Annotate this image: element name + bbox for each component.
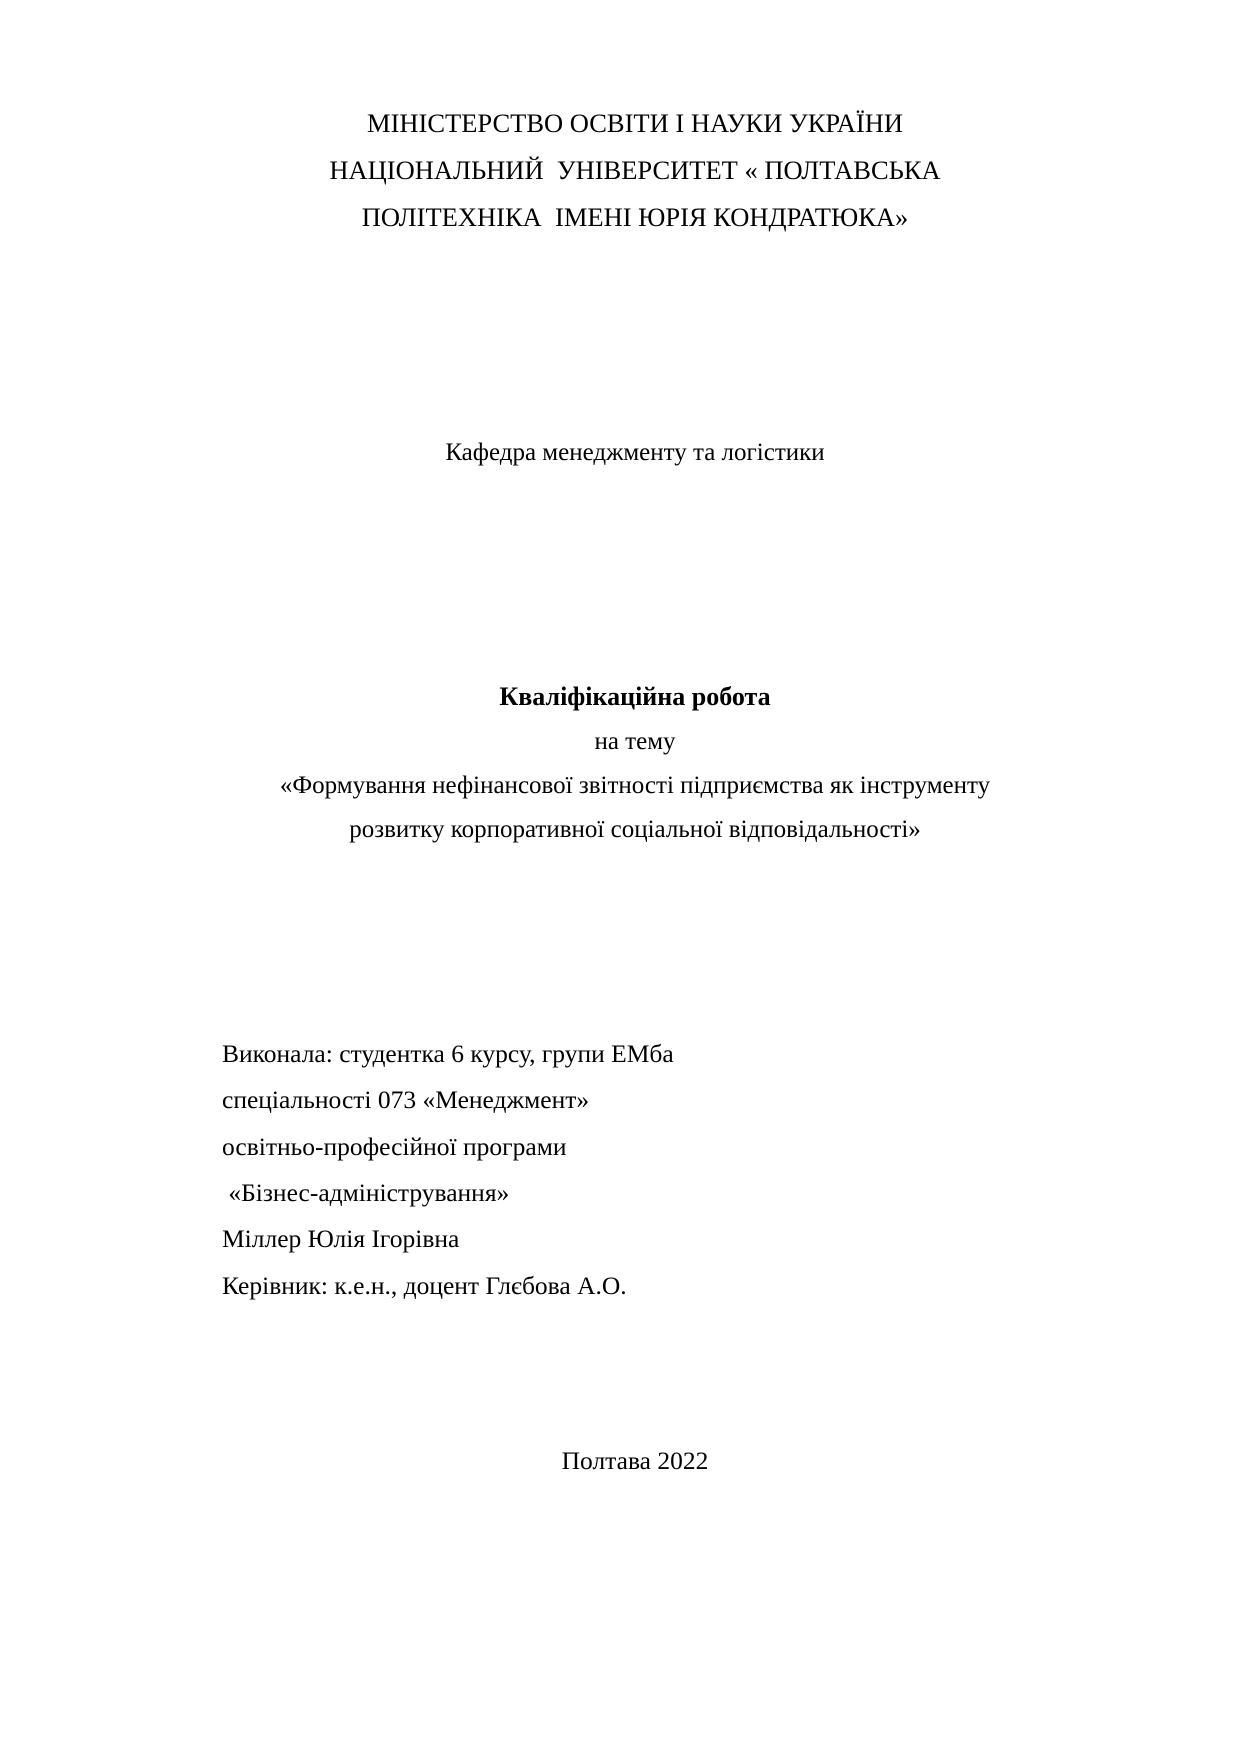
city-year: Полтава 2022	[561, 1446, 709, 1476]
work-on-topic: на тему	[594, 727, 676, 755]
work-type: Кваліфікаційна робота	[499, 682, 771, 712]
author-line-student: Виконала: студентка 6 курсу, групи ЕМба	[222, 1038, 674, 1068]
author-line-name: Міллер Юлія Ігорівна	[222, 1224, 460, 1254]
work-theme-line-2: розвитку корпоративної соціальної відповідальності»	[349, 816, 921, 844]
work-block	[150, 674, 1120, 852]
ministry-header	[150, 100, 1120, 241]
department-block	[150, 431, 1120, 474]
department-name: Кафедра менеджменту та логістики	[445, 439, 825, 467]
work-theme-line-1: «Формування нефінансової звітності підприємства як інструменту	[279, 771, 991, 799]
author-line-supervisor: Керівник: к.е.н., доцент Глєбова А.О.	[222, 1270, 627, 1300]
author-line-program-name: «Бізнес-адміністрування»	[222, 1177, 510, 1207]
university-line-1: НАЦІОНАЛЬНИЙ УНІВЕРСИТЕТ « ПОЛТАВСЬКА	[329, 155, 941, 186]
ministry-line-1: МІНІСТЕРСТВО ОСВІТИ І НАУКИ УКРАЇНИ	[367, 108, 903, 138]
author-line-speciality: спеціальності 073 «Менеджмент»	[222, 1085, 590, 1115]
city-year-block	[150, 1439, 1120, 1483]
university-line-2: ПОЛІТЕХНІКА ІМЕНІ ЮРІЯ КОНДРАТЮКА»	[361, 202, 909, 233]
page-content	[150, 0, 1120, 1754]
author-block	[150, 1031, 1120, 1309]
author-line-program: освітньо-професійної програми	[222, 1131, 567, 1161]
